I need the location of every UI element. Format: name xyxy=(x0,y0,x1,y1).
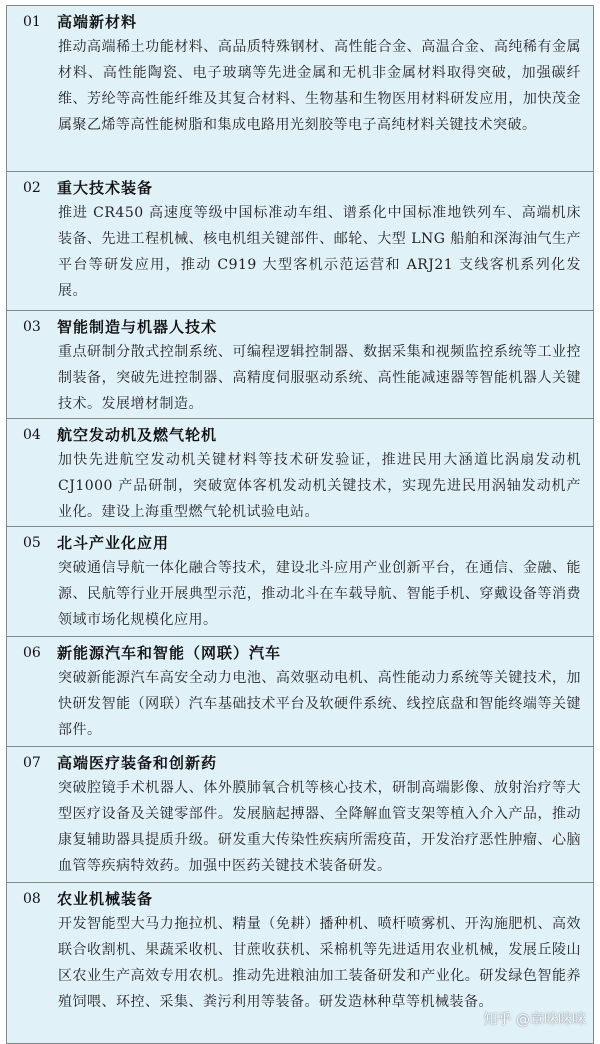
section-title: 农业机械装备 xyxy=(57,890,154,908)
section-title: 高端新材料 xyxy=(57,13,138,31)
section-header xyxy=(7,637,593,665)
section-title: 航空发动机及燃气轮机 xyxy=(57,426,218,444)
section-beidou-industrial-application xyxy=(6,526,594,636)
section-title: 重大技术装备 xyxy=(57,179,154,197)
section-body: 重点研制分散式控制系统、可编程逻辑控制器、数据采集和视频监控系统等工业控制装备，突破先进控制器、高精度伺服驱动系统、高性能减速器等智能机器人关键技术。发展增材制造。 xyxy=(58,344,581,412)
section-body: 推动高端稀土功能材料、高品质特殊钢材、高性能合金、高温合金、高纯稀有金属材料、高性能陶瓷、电子玻璃等先进金属和无机非金属材料取得突破，加强碳纤维、芳纶等高性能纤维及其复合材料、生物基和生物医用材料研发应用，加快茂金属聚乙烯等高性能树脂和集成电路用光刻胶等电子高纯材料关键技术突破。 xyxy=(58,39,581,133)
section-header xyxy=(7,883,593,911)
section-header xyxy=(7,747,593,775)
section-number: 01 xyxy=(23,13,41,30)
section-header xyxy=(7,419,593,447)
section-header xyxy=(7,172,593,200)
section-medical-equipment-innovative-drugs xyxy=(6,746,594,882)
section-header xyxy=(7,527,593,555)
section-header xyxy=(7,311,593,339)
document-table xyxy=(6,5,594,1044)
section-number: 05 xyxy=(23,534,41,551)
section-intelligent-manufacturing-robotics xyxy=(6,310,594,418)
section-aero-engines-gas-turbines xyxy=(6,418,594,526)
section-body: 开发智能型大马力拖拉机、精量（免耕）播种机、喷杆喷雾机、开沟施肥机、高效联合收割机、果蔬采收机、甘蔗收获机、采棉机等先进适用农业机械，发展丘陵山区农业生产高效专用农机。推动先进粮油加工装备研发和产业化。研发绿色智能养殖饲喂、环控、采集、粪污利用等装备。研发造林种草等机械装备。 xyxy=(58,916,581,1010)
watermark: 知乎 @章咪咪咪 xyxy=(483,1012,586,1028)
section-header xyxy=(7,6,593,34)
section-body: 加快先进航空发动机关键材料等技术研发验证，推进民用大涵道比涡扇发动机 CJ1000 产品研制，突破宽体客机发动机关键技术，实现先进民用涡轴发动机产业化。建设上海重型燃气轮机试验电站。 xyxy=(58,452,581,520)
section-body: 推进 CR450 高速度等级中国标准动车组、谱系化中国标准地铁列车、高端机床装备、先进工程机械、核电机组关键部件、邮轮、大型 LNG 船舶和深海油气生产平台等研发应用，推动 C919 大型客机示范运营和 ARJ21 支线客机系列化发展。 xyxy=(58,205,581,299)
section-new-energy-intelligent-vehicles xyxy=(6,636,594,746)
section-high-end-new-materials xyxy=(6,5,594,171)
section-title: 高端医疗装备和创新药 xyxy=(57,754,218,772)
section-number: 02 xyxy=(23,179,41,196)
section-body: 突破通信导航一体化融合等技术，建设北斗应用产业创新平台，在通信、金融、能源、民航等行业开展典型示范，推动北斗在车载导航、智能手机、穿戴设备等消费领域市场化规模化应用。 xyxy=(58,560,581,628)
section-number: 04 xyxy=(23,426,41,443)
section-title: 北斗产业化应用 xyxy=(57,534,170,552)
section-title: 新能源汽车和智能（网联）汽车 xyxy=(57,644,282,662)
section-body: 突破腔镜手术机器人、体外膜肺氧合机等核心技术，研制高端影像、放射治疗等大型医疗设备及关键零部件。发展脑起搏器、全降解血管支架等植入介入产品，推动康复辅助器具提质升级。研发重大传染性疾病所需疫苗，开发治疗恶性肿瘤、心脑血管等疾病特效药。加强中医药关键技术装备研发。 xyxy=(58,780,581,874)
section-major-technical-equipment xyxy=(6,171,594,310)
section-number: 03 xyxy=(23,318,41,335)
section-body: 突破新能源汽车高安全动力电池、高效驱动电机、高性能动力系统等关键技术，加快研发智能（网联）汽车基础技术平台及软硬件系统、线控底盘和智能终端等关键部件。 xyxy=(58,670,581,738)
section-number: 08 xyxy=(23,890,41,907)
section-number: 06 xyxy=(23,644,41,661)
section-title: 智能制造与机器人技术 xyxy=(57,318,218,336)
section-number: 07 xyxy=(23,754,41,771)
